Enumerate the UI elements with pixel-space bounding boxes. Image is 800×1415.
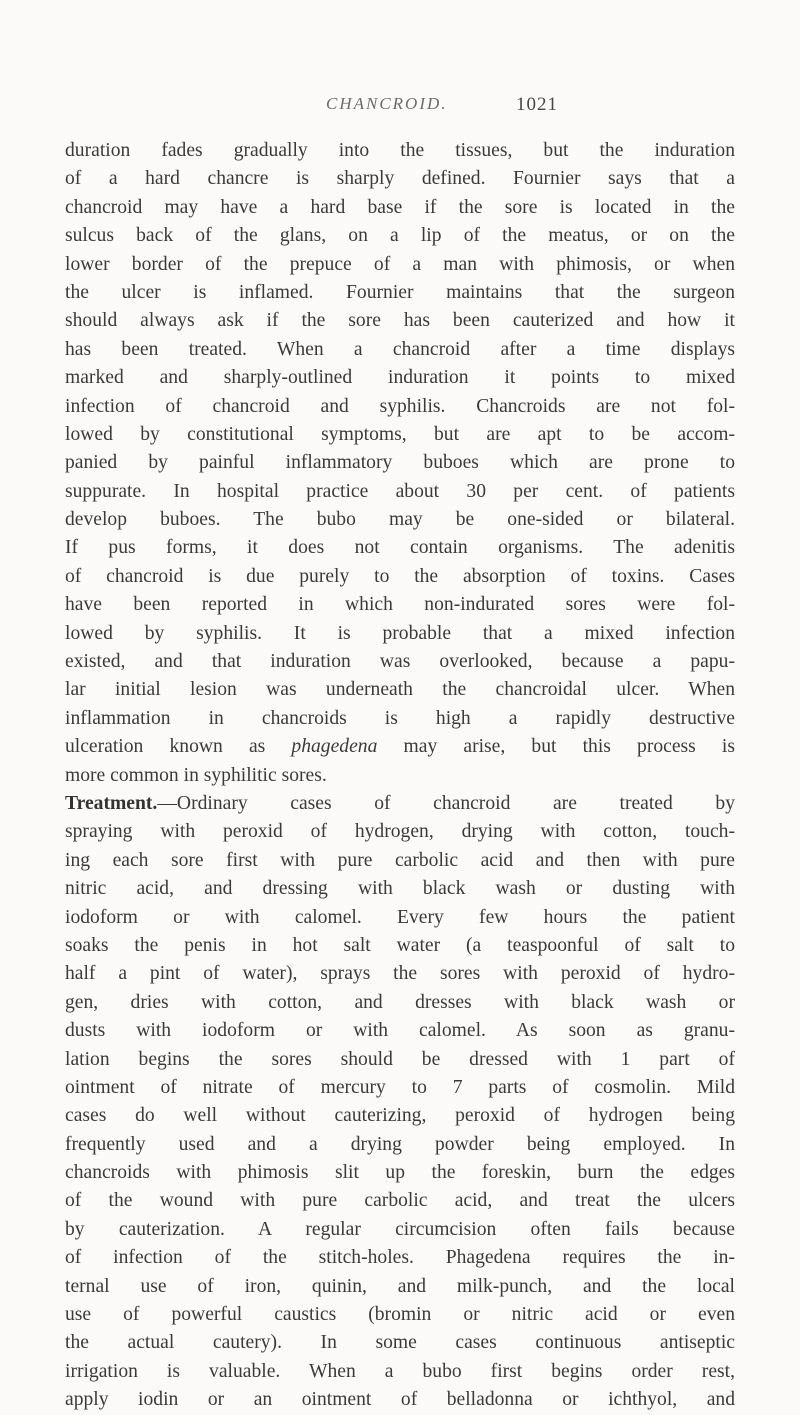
text-line: the ulcer is inflamed. Fournier maintains that the surgeon: [65, 281, 735, 303]
section-heading-treatment: Treatment.: [65, 792, 158, 814]
text-line: dusts with iodoform or with calomel. As soon as granu-: [65, 1020, 735, 1042]
paragraph-treatment: [65, 790, 735, 1415]
emphasis-phagedena: phagedena: [291, 736, 378, 758]
text-line: of a hard chancre is sharply defined. Fournier says that a: [65, 168, 735, 190]
text-line: If pus forms, it does not contain organisms. The adenitis: [65, 537, 735, 559]
text-line: of chancroid is due purely to the absorption of toxins. Cases: [65, 565, 735, 587]
page-number: 1021: [516, 94, 558, 115]
text-line: the actual cautery). In some cases continuous antiseptic: [65, 1332, 735, 1354]
text-line: develop buboes. The bubo may be one-sided or bilateral.: [65, 509, 735, 531]
text-line: by cauterization. A regular circumcision often fails because: [65, 1218, 735, 1240]
text-line: iodoform or with calomel. Every few hours the patient: [65, 906, 735, 928]
text-line: existed, and that induration was overlooked, because a papu-: [65, 651, 735, 673]
text-line: ointment of nitrate of mercury to 7 parts of cosmolin. Mild: [65, 1076, 735, 1098]
body-text: [65, 137, 735, 1415]
text-line: lower border of the prepuce of a man with phimosis, or when: [65, 253, 735, 275]
text-line: more common in syphilitic sores.: [65, 764, 327, 786]
text-line: of infection of the stitch-holes. Phagedena requires the in-: [65, 1247, 735, 1269]
text-line: half a pint of water), sprays the sores with peroxid of hydro-: [65, 963, 735, 985]
text-line: sulcus back of the glans, on a lip of the meatus, or on the: [65, 225, 735, 247]
text-line: ternal use of iron, quinin, and milk-punch, and the local: [65, 1275, 735, 1297]
text-line: chancroids with phimosis slit up the foreskin, burn the edges: [65, 1162, 735, 1184]
text-line: Treatment.—Ordinary cases of chancroid are treated by: [65, 792, 735, 814]
treatment-lines: [65, 818, 735, 1414]
text-line: panied by painful inflammatory buboes which are prone to: [65, 452, 735, 474]
text-line: inflammation in chancroids is high a rapidly destructive: [65, 707, 735, 729]
text-line: marked and sharply-outlined induration it points to mixed: [65, 367, 735, 389]
text-line: has been treated. When a chancroid after a time displays: [65, 338, 735, 360]
text-line: lowed by constitutional symptoms, but are apt to be accom-: [65, 423, 735, 445]
text-line: gen, dries with cotton, and dresses with black wash or: [65, 991, 735, 1013]
text-line: lar initial lesion was underneath the chancroidal ulcer. When: [65, 679, 735, 701]
text-line: lowed by syphilis. It is probable that a mixed infection: [65, 622, 735, 644]
text-line: cases do well without cauterizing, peroxid of hydrogen being: [65, 1105, 735, 1127]
text-line: soaks the penis in hot salt water (a teaspoonful of salt to: [65, 934, 735, 956]
text-line: lation begins the sores should be dressed with 1 part of: [65, 1048, 735, 1070]
text-line: irrigation is valuable. When a bubo first begins order rest,: [65, 1360, 735, 1382]
text-line: duration fades gradually into the tissues, but the induration: [65, 140, 735, 161]
text-line: chancroid may have a hard base if the sore is located in the: [65, 196, 735, 218]
text-line: ulceration known as phagedena may arise, but this process is: [65, 736, 735, 758]
paragraph-chancroid-description: [65, 137, 735, 733]
text-line: have been reported in which non-indurated sores were fol-: [65, 594, 735, 616]
text-line: of the wound with pure carbolic acid, and treat the ulcers: [65, 1190, 735, 1212]
text-line: use of powerful caustics (bromin or nitric acid or even: [65, 1304, 735, 1326]
text-line: ing each sore first with pure carbolic acid and then with pure: [65, 849, 735, 871]
text-line: nitric acid, and dressing with black wash or dusting with: [65, 878, 735, 900]
text-line: apply iodin or an ointment of belladonna or ichthyol, and: [65, 1389, 735, 1411]
text-line: frequently used and a drying powder being employed. In: [65, 1133, 735, 1155]
running-head: [0, 94, 800, 118]
text-line: should always ask if the sore has been cauterized and how it: [65, 310, 735, 332]
running-title: CHANCROID.: [326, 94, 448, 113]
text-line: spraying with peroxid of hydrogen, drying with cotton, touch-: [65, 821, 735, 843]
text-line: infection of chancroid and syphilis. Chancroids are not fol-: [65, 395, 735, 417]
text-line: suppurate. In hospital practice about 30 per cent. of patients: [65, 480, 735, 502]
